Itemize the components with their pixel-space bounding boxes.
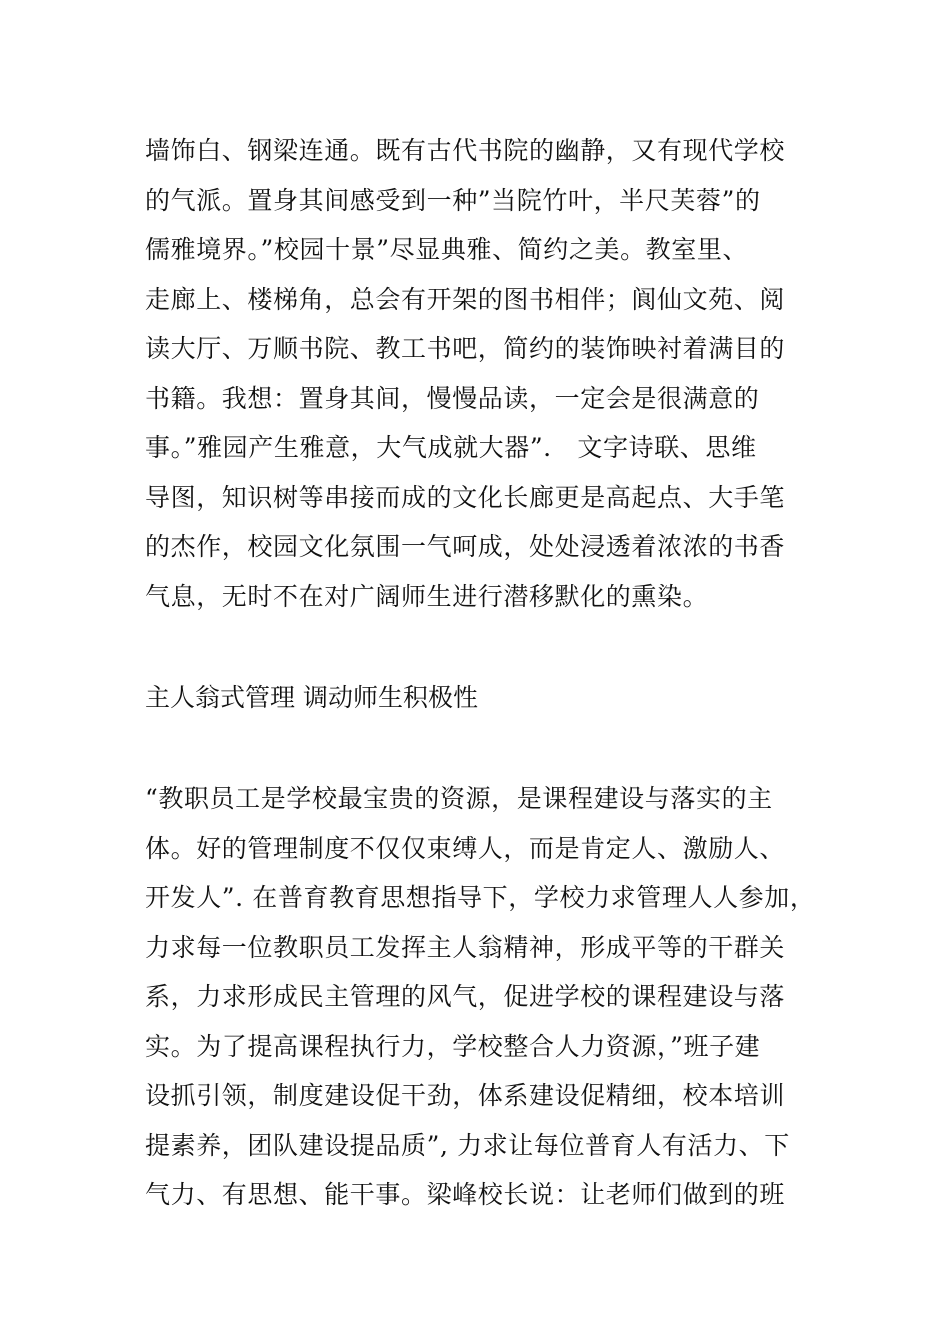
text-line: 的气派。置身其间感受到一种”当院竹叶，半尺芙蓉”的 [145,185,761,215]
text-line: 书籍。我想：置身其间，慢慢品读，一定会是很满意的 [145,383,760,413]
section-heading [145,673,825,723]
text-line: 开发人”. 在普育教育思想指导下，学校力求管理人人参加， [145,883,816,912]
text-line: 提素养，团队建设提品质”, 力求让每位普育人有活力、下 [145,1130,790,1160]
paragraph-management [145,774,825,1220]
text-line: “教职员工是学校最宝贵的资源，是课程建设与落实的主 [145,784,773,813]
text-line: 气息，无时不在对广阔师生进行潜移默化的熏染。 [145,581,709,611]
text-line: 设抓引领，制度建设促干劲，体系建设促精细，校本培训 [145,1081,786,1110]
text-line: 力求每一位教职员工发挥主人翁精神，形成平等的干群关 [145,932,786,962]
text-line: 儒雅境界。”校园十景”尽显典雅、简约之美。教室里、 [145,235,749,264]
text-line: 事。”雅园产生雅意，大气成就大器”． 文字诗联、思维 [145,433,757,462]
text-line: 导图，知识树等串接而成的文化长廊更是高起点、大手笔 [145,482,786,512]
text-line: 气力、有思想、能干事。梁峰校长说：让老师们做到的班 [145,1180,786,1209]
text-line: 墙饰白、钢梁连通。既有古代书院的幽静，又有现代学校 [145,136,786,165]
text-line: 走廊上、楼梯角，总会有开架的图书相伴；阆仙文苑、阅 [145,284,786,314]
text-line: 读大厅、万顺书院、教工书吧，简约的装饰映衬着满目的 [145,334,786,363]
text-line: 系，力求形成民主管理的风气，促进学校的课程建设与落 [145,982,786,1011]
paragraph-campus-culture [145,126,825,621]
text-line: 体。好的管理制度不仅仅束缚人，而是肯定人、激励人、 [145,833,786,863]
section-heading-text: 主人翁式管理 调动师生积极性 [145,683,478,712]
text-line: 的杰作，校园文化氛围一气呵成，处处浸透着浓浓的书香 [145,532,786,561]
text-line: 实。为了提高课程执行力，学校整合人力资源，”班子建 [145,1031,761,1061]
